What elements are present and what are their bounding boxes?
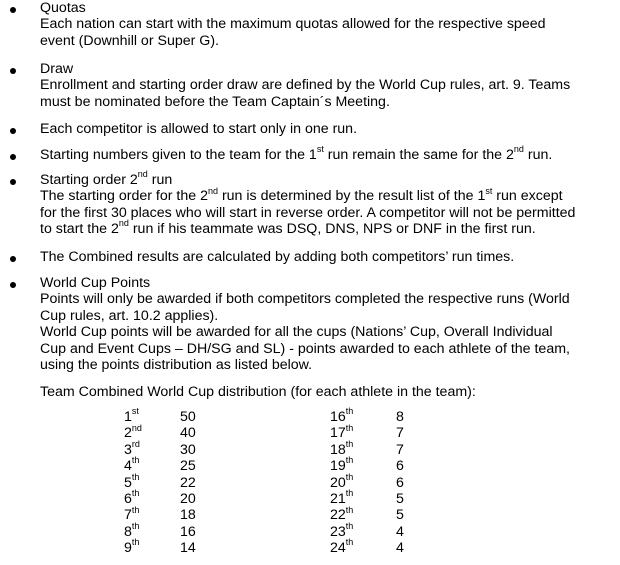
points-cell: 30 [180, 441, 196, 458]
item-line: World Cup points will be awarded for all the cups (Nations’ Cup, Overall Individual [40, 324, 553, 341]
bullet-text [40, 121, 600, 137]
bullet-text [40, 0, 600, 49]
placing-cell: 23th [330, 521, 354, 540]
placing-cell: 4th [124, 455, 140, 475]
item-heading: Draw [40, 61, 74, 77]
item-line: using the points distribution as listed below. [40, 357, 313, 374]
bullet-text [40, 61, 600, 110]
placing-cell: 6th [124, 488, 140, 507]
placing-cell: 1st [124, 406, 139, 425]
points-cell: 5 [396, 491, 404, 507]
item-line: must be nominated before the Team Captain´s Meeting. [40, 93, 390, 110]
placing-cell: 18th [330, 439, 354, 458]
bullet-dot-icon [10, 154, 16, 160]
bullet-text [40, 275, 600, 373]
points-cell: 6 [396, 458, 404, 475]
item-heading: Starting order 2nd run [40, 169, 173, 188]
points-cell: 4 [396, 540, 404, 557]
item-line: to start the 2nd run if his teammate was DSQ, DNS, NPS or DNF in the first run. [40, 218, 536, 238]
points-cell: 25 [180, 458, 196, 475]
item-line: Cup and Event Cups – DH/SG and SL) - points awarded to each athlete of the team, [40, 340, 570, 357]
placing-cell: 16th [330, 406, 354, 425]
placing-cell: 8th [124, 521, 140, 540]
placing-cell: 9th [124, 537, 140, 557]
placing-cell: 22th [330, 504, 354, 524]
placing-cell: 2nd [124, 422, 142, 442]
placing-cell: 24th [330, 537, 354, 557]
bullet-dot-icon [10, 256, 16, 262]
bullet-text [40, 144, 600, 163]
points-cell: 14 [180, 540, 196, 557]
points-cell: 4 [396, 523, 404, 540]
item-line: Cup rules, art. 10.2 applies). [40, 307, 219, 324]
item-heading: World Cup Points [40, 275, 151, 291]
points-cell: 40 [180, 425, 196, 442]
item-line: The starting order for the 2nd run is determined by the result list of the 1st run except [40, 185, 563, 205]
item-line: Enrollment and starting order draw are defined by the World Cup rules, art. 9. Teams [40, 77, 571, 94]
bullet-dot-icon [10, 128, 16, 134]
points-cell: 6 [396, 474, 404, 491]
bullet-dot-icon [10, 282, 16, 288]
points-cell: 50 [180, 409, 196, 425]
points-cell: 20 [180, 491, 196, 507]
bullet-dot-icon [10, 179, 16, 185]
bullet-text [40, 169, 600, 238]
placing-cell: 3rd [124, 439, 140, 458]
points-cell: 16 [180, 523, 196, 540]
points-cell: 8 [396, 409, 404, 425]
placing-cell: 17th [330, 422, 354, 442]
item-line: Each nation can start with the maximum quotas allowed for the respective speed [40, 16, 546, 33]
distribution-title: Team Combined World Cup distribution (for each athlete in the team): [40, 384, 476, 400]
item-heading: Quotas [40, 0, 86, 16]
item-line: for the first 30 places who will start in reverse order. A competitor will not be permitted [40, 204, 576, 221]
item-line: Each competitor is allowed to start only in one run. [40, 121, 358, 137]
points-cell: 5 [396, 507, 404, 524]
item-line: event (Downhill or Super G). [40, 32, 219, 49]
placing-cell: 5th [124, 471, 140, 491]
points-cell: 7 [396, 441, 404, 458]
placing-cell: 21th [330, 488, 354, 507]
points-cell: 22 [180, 474, 196, 491]
placing-cell: 7th [124, 504, 140, 524]
placing-cell: 19th [330, 455, 354, 475]
points-cell: 7 [396, 425, 404, 442]
points-cell: 18 [180, 507, 196, 524]
bullet-dot-icon [10, 68, 16, 74]
item-line: Points will only be awarded if both competitors completed the respective runs (World [40, 291, 570, 308]
bullet-dot-icon [10, 7, 16, 13]
item-line: Starting numbers given to the team for the 1st run remain the same for the 2nd run. [40, 144, 553, 163]
item-line: The Combined results are calculated by adding both competitors’ run times. [40, 249, 515, 265]
placing-cell: 20th [330, 471, 354, 491]
bullet-text [40, 249, 600, 265]
